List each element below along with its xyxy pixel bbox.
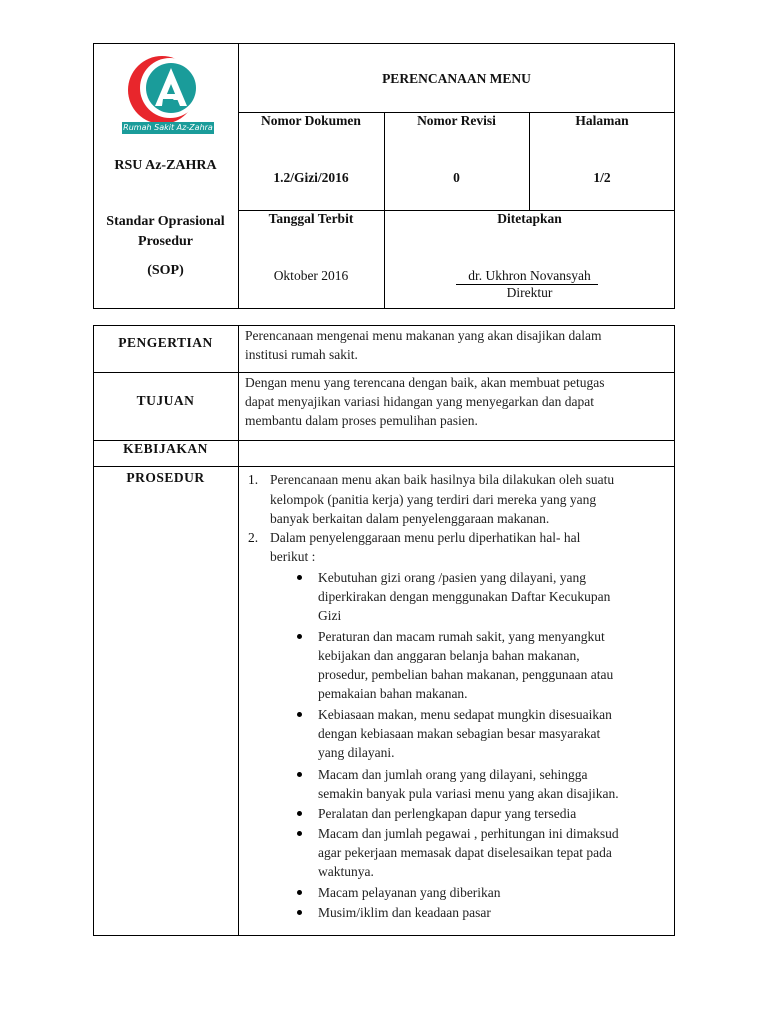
value-tanggal-terbit: Oktober 2016 — [273, 268, 349, 283]
bullet-line: prosedur, pembelian bahan makanan, penggunaan atau — [318, 667, 614, 682]
pengertian-line: Perencanaan mengenai menu makanan yang akan disajikan dalam — [245, 328, 602, 343]
value-halaman: 1/2 — [593, 170, 611, 185]
sop-title-line2: Prosedur — [138, 234, 193, 249]
bullet-icon — [297, 575, 302, 580]
label-halaman: Halaman — [575, 113, 629, 128]
item-number: 1. — [248, 472, 259, 487]
label-tujuan: TUJUAN — [136, 393, 195, 408]
logo-caption: Rumah Sakit Az-Zahra — [123, 123, 213, 132]
bullet-line: Gizi — [318, 608, 342, 623]
bullet-line: Kebutuhan gizi orang /pasien yang dilayani, yang — [318, 570, 587, 585]
bullet-line: Peralatan dan perlengkapan dapur yang tersedia — [318, 806, 577, 821]
bullet-line: Kebiasaan makan, menu sedapat mungkin disesuaikan — [318, 707, 612, 722]
tujuan-line: membantu dalam proses pemulihan pasien. — [245, 413, 478, 428]
label-ditetapkan: Ditetapkan — [497, 211, 562, 226]
value-nomor-dokumen: 1.2/Gizi/2016 — [273, 170, 349, 185]
hospital-name: RSU Az-ZAHRA — [114, 158, 217, 173]
prosedur-line: berikut : — [270, 549, 316, 564]
bullet-icon — [297, 890, 302, 895]
prosedur-line: banyak berkaitan dalam penyelenggaraan makanan. — [270, 511, 550, 526]
bullet-icon — [297, 772, 302, 777]
tujuan-line: Dengan menu yang terencana dengan baik, akan membuat petugas — [245, 375, 605, 390]
bullet-line: kebijakan dan anggaran belanja bahan makanan, — [318, 648, 580, 663]
label-prosedur: PROSEDUR — [126, 470, 205, 485]
bullet-icon — [297, 831, 302, 836]
label-nomor-revisi: Nomor Revisi — [417, 113, 496, 128]
item-number: 2. — [248, 530, 259, 545]
prosedur-line: Dalam penyelenggaraan menu perlu diperhatikan hal- hal — [270, 530, 581, 545]
value-nomor-revisi: 0 — [453, 170, 460, 185]
label-pengertian: PENGERTIAN — [118, 335, 213, 350]
pengertian-line: institusi rumah sakit. — [245, 347, 358, 362]
document-title: PERENCANAAN MENU — [382, 71, 531, 86]
bullet-line: agar pekerjaan memasak dapat diselesaikan tepat pada — [318, 845, 612, 860]
label-kebijakan: KEBIJAKAN — [123, 441, 208, 456]
bullet-icon — [297, 634, 302, 639]
label-tanggal-terbit: Tanggal Terbit — [268, 211, 354, 226]
bullet-line: dengan kebiasaan makan sebagian besar masyarakat — [318, 726, 601, 741]
label-nomor-dokumen: Nomor Dokumen — [261, 113, 361, 128]
prosedur-line: kelompok (panitia kerja) yang terdiri dari mereka yang yang — [270, 492, 597, 507]
bullet-line: Peraturan dan macam rumah sakit, yang menyangkut — [318, 629, 605, 644]
signer-title: Direktur — [506, 285, 553, 300]
bullet-icon — [297, 712, 302, 717]
bullet-line: yang dilayani. — [318, 745, 395, 760]
bullet-icon — [297, 910, 302, 915]
bullet-line: Musim/iklim dan keadaan pasar — [318, 905, 491, 920]
sop-abbrev: (SOP) — [147, 263, 184, 278]
content-divider — [238, 325, 239, 936]
bullet-line: semakin banyak pula variasi menu yang akan disajikan. — [318, 786, 619, 801]
sop-title-line1: Standar Oprasional — [106, 214, 225, 229]
hospital-logo — [118, 54, 218, 138]
bullet-line: Macam dan jumlah orang yang dilayani, sehingga — [318, 767, 588, 782]
bullet-line: Macam dan jumlah pegawai , perhitungan ini dimaksud — [318, 826, 619, 841]
bullet-line: waktunya. — [318, 864, 374, 879]
bullet-icon — [297, 811, 302, 816]
tujuan-line: dapat menyajikan variasi hidangan yang menyegarkan dan dapat — [245, 394, 594, 409]
bullet-line: Macam pelayanan yang diberikan — [318, 885, 501, 900]
prosedur-line: Perencanaan menu akan baik hasilnya bila dilakukan oleh suatu — [270, 472, 615, 487]
bullet-line: pemakaian bahan makanan. — [318, 686, 468, 701]
bullet-line: diperkirakan dengan menggunakan Daftar Kecukupan — [318, 589, 611, 604]
signer-name: dr. Ukhron Novansyah — [468, 268, 591, 283]
